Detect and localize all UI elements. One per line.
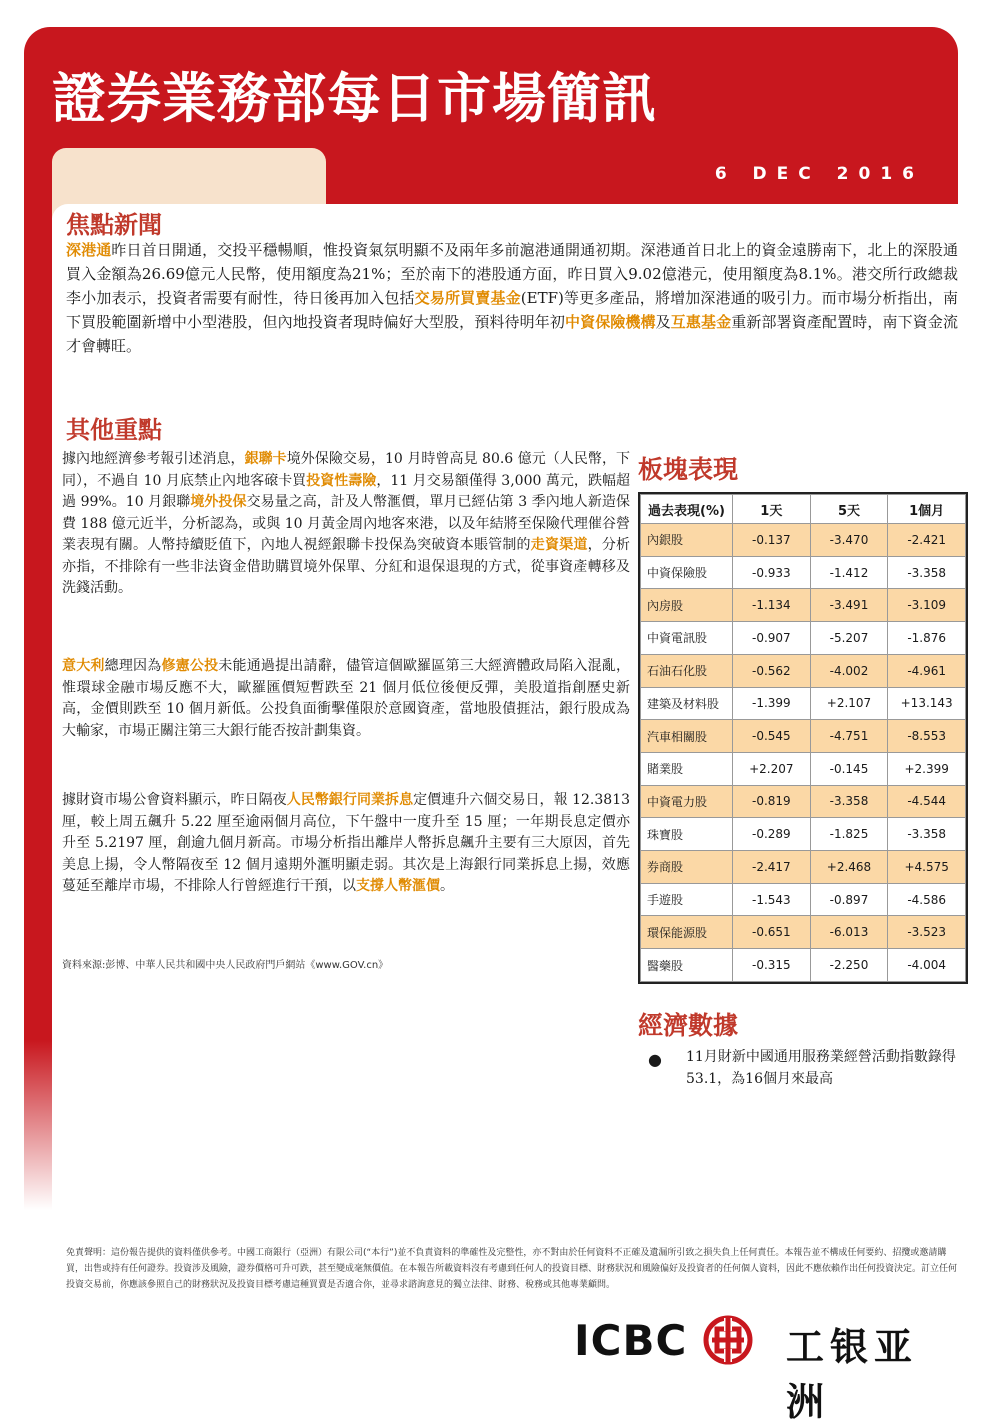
highlight-term: 中資保險機構 bbox=[564, 313, 656, 331]
sector-value: -1.399 bbox=[733, 687, 811, 720]
body-text: 據財資市場公會資料顯示，昨日隔夜 bbox=[62, 792, 287, 808]
body-text: 未能通過提出請辭，儘管這個歐羅區第三大經濟體政局陷入混亂，惟環球金融市場反應不大，歐羅匯價短暫跌至 21 個月低位後便反彈，美股道指創歷史新高，金價則跌至 10 個月新低。公投負面衝擊僅限於意國資產，當地股債捱沽，銀行股成為大輸家，市場正關注第三大銀行能否按計劃集資。 bbox=[62, 658, 631, 739]
table-row bbox=[641, 687, 966, 720]
sector-name: 內銀股 bbox=[641, 524, 733, 557]
left-accent-fade bbox=[24, 1040, 52, 1210]
column-header: 1個月 bbox=[888, 495, 966, 524]
body-text: 境外保險交易，10 月時曾高見 80.6 億元（人民幣，下同），不過自 10 月底禁止內地客𥕦卡買 bbox=[62, 451, 631, 489]
sector-value: -4.002 bbox=[810, 654, 888, 687]
table-row bbox=[641, 524, 966, 557]
body-text: ，分析亦指，不排除有一些非法資金借助購買境外保單、分紅和退保退現的方式，從事資產轉移及洗錢活動。 bbox=[62, 537, 631, 596]
sector-value: -0.289 bbox=[733, 818, 811, 851]
table-row bbox=[641, 654, 966, 687]
highlight-term: 意大利 bbox=[62, 658, 105, 674]
sector-value: -4.751 bbox=[810, 720, 888, 753]
sector-value: -3.523 bbox=[888, 916, 966, 949]
highlight-term: 支撐人幣滙價 bbox=[356, 878, 440, 894]
sector-value: -2.417 bbox=[733, 851, 811, 884]
table-row bbox=[641, 556, 966, 589]
sector-value: -6.013 bbox=[810, 916, 888, 949]
sector-name: 中資電訊股 bbox=[641, 622, 733, 655]
table-row bbox=[641, 916, 966, 949]
column-header: 5天 bbox=[810, 495, 888, 524]
sector-table-body bbox=[641, 524, 966, 982]
economic-item: 11月財新中國通用服務業經營活動指數錄得53.1，為16個月來最高 bbox=[686, 1049, 956, 1087]
source-note: 資料來源:彭博、中華人民共和國中央人民政府門戶網站《www.GOV.cn》 bbox=[62, 960, 389, 971]
body-text: 交易量之高，計及人幣滙價，單月已經佔第 3 季內地人新造保費 188 億元近半，分析認為，或與 10 月黃金周內地客來港，以及年結將至保險代理催谷營業表現有關。人幣持續貶值下，內地人視經銀聯卡投保為突破資本賬管制的 bbox=[62, 494, 630, 553]
sector-value: +2.207 bbox=[733, 752, 811, 785]
sector-name: 中資電力股 bbox=[641, 785, 733, 818]
sector-name: 賭業股 bbox=[641, 752, 733, 785]
bullet-icon: ● bbox=[648, 1050, 662, 1069]
highlight-term: 走資渠道 bbox=[530, 537, 588, 553]
sector-value: -8.553 bbox=[888, 720, 966, 753]
sector-value: -1.543 bbox=[733, 883, 811, 916]
sector-name: 珠寶股 bbox=[641, 818, 733, 851]
sector-value: -2.250 bbox=[810, 949, 888, 982]
body-text: 定價連升六個交易日，報 12.3813 厘，較上周五飆升 5.22 厘至逾兩個月高位，下午盤中一度升至 15 厘；一年期長息定價亦升至 5.2197 厘，創逾九個月新高。市場分析指出離岸人幣拆息飆升主要有三大原因，首先美息上揚，令人幣隔夜至 12 個月遠期外滙明顯走弱。其次是上海銀行同業拆息上揚，效應蔓延至離岸市場，不排除人行曾經進行干預，以 bbox=[62, 792, 631, 894]
sector-value: -0.545 bbox=[733, 720, 811, 753]
sector-value: -0.819 bbox=[733, 785, 811, 818]
sector-value: +4.575 bbox=[888, 851, 966, 884]
sector-name: 券商股 bbox=[641, 851, 733, 884]
table-row bbox=[641, 785, 966, 818]
sector-value: -5.207 bbox=[810, 622, 888, 655]
sector-table bbox=[638, 492, 968, 984]
body-text: 。 bbox=[440, 878, 454, 894]
disclaimer: 免責聲明：這份報告提供的資料僅供參考。中國工商銀行（亞洲）有限公司(“本行”)並不負責資料的準確性及完整性，亦不對由於任何資料不正確及遺漏所引致之損失負上任何責任。本報告並不構成任何要約、招攬或邀請購買，出售或持有任何證券。投資涉及風險，證券價格可升可跌，甚至變成毫無價值。在本報告所載資料沒有考慮到任何人的投資目標、財務狀況和風險偏好及投資者的任何個人資料，因此不應依賴作出任何投資決定。訂立任何投資交易前，你應該參照自己的財務狀況及投資目標考慮這種買賣是否適合你，並尋求諮詢意見的獨立法律、財務、稅務或其他專業顧問。 bbox=[66, 1248, 958, 1290]
sector-value: -4.961 bbox=[888, 654, 966, 687]
sector-value: +2.468 bbox=[810, 851, 888, 884]
focus-news-body bbox=[66, 238, 958, 358]
icbc-logo bbox=[574, 1316, 958, 1424]
highlight-term: 修憲公投 bbox=[161, 658, 219, 674]
body-text: 昨日首日開通，交投平穩暢順，惟投資氣氛明顯不及兩年多前滬港通開通初期。深港通首日北上的資金遠勝南下，北上的深股通買入金額為26.69億元人民幣，使用額度為21%；至於南下的港股通方面，昨日買入9.02億港元，使用額度為8.1%。港交所行政總裁李小加表示，投資者需要有耐性，待日後再加入包括 bbox=[66, 241, 958, 307]
other-news-paragraph-2 bbox=[62, 656, 630, 742]
sector-value: -0.933 bbox=[733, 556, 811, 589]
sector-value: -4.544 bbox=[888, 785, 966, 818]
highlight-term: 人民幣銀行同業拆息 bbox=[286, 792, 414, 808]
sector-name: 石油石化股 bbox=[641, 654, 733, 687]
highlight-term: 投資性壽險 bbox=[306, 472, 377, 489]
table-row bbox=[641, 589, 966, 622]
sector-value: -0.315 bbox=[733, 949, 811, 982]
sector-value: -1.825 bbox=[810, 818, 888, 851]
other-news-paragraph-1 bbox=[62, 449, 630, 600]
sector-value: -3.358 bbox=[888, 556, 966, 589]
table-row bbox=[641, 851, 966, 884]
sector-value: -3.491 bbox=[810, 589, 888, 622]
sector-name: 中資保險股 bbox=[641, 556, 733, 589]
body-text: 及 bbox=[655, 313, 671, 331]
sector-name: 環保能源股 bbox=[641, 916, 733, 949]
column-header: 過去表現(%) bbox=[641, 495, 733, 524]
report-date: 6 DEC 2016 bbox=[714, 164, 924, 184]
sector-value: -0.562 bbox=[733, 654, 811, 687]
sector-value: -0.145 bbox=[810, 752, 888, 785]
sector-table-header bbox=[641, 495, 966, 524]
economic-heading: 經濟數據 bbox=[638, 1011, 739, 1040]
body-text: (ETF)等更多產品，將增加深港通的吸引力。而市場分析指出，南下買股範圍新增中小型港股，但內地投資者現時偏好大型股，預料待明年初 bbox=[66, 289, 958, 331]
sector-value: -4.004 bbox=[888, 949, 966, 982]
highlight-term: 互惠基金 bbox=[670, 313, 732, 331]
table-row bbox=[641, 949, 966, 982]
sector-value: +2.399 bbox=[888, 752, 966, 785]
sector-heading: 板塊表現 bbox=[638, 455, 739, 484]
table-row bbox=[641, 818, 966, 851]
highlight-term: 交易所買賣基金 bbox=[414, 289, 521, 307]
highlight-term: 銀聯卡 bbox=[244, 451, 287, 467]
sector-value: +2.107 bbox=[810, 687, 888, 720]
sector-value: -1.876 bbox=[888, 622, 966, 655]
table-row bbox=[641, 883, 966, 916]
body-text: 總理因為 bbox=[104, 658, 162, 674]
sector-value: +13.143 bbox=[888, 687, 966, 720]
highlight-term: 境外投保 bbox=[190, 494, 247, 510]
body-text: 據內地經濟參考報引述消息， bbox=[62, 451, 245, 467]
page-title: 證券業務部每日市場簡訊 bbox=[52, 67, 657, 130]
table-row bbox=[641, 622, 966, 655]
focus-news-heading: 焦點新聞 bbox=[66, 211, 162, 239]
sector-value: -3.358 bbox=[810, 785, 888, 818]
sector-value: -0.897 bbox=[810, 883, 888, 916]
sector-value: -4.586 bbox=[888, 883, 966, 916]
sector-name: 汽車相關股 bbox=[641, 720, 733, 753]
sector-value: -3.109 bbox=[888, 589, 966, 622]
sector-value: -2.421 bbox=[888, 524, 966, 557]
table-row bbox=[641, 752, 966, 785]
column-header: 1天 bbox=[733, 495, 811, 524]
sector-name: 建築及材料股 bbox=[641, 687, 733, 720]
table-row bbox=[641, 720, 966, 753]
logo-chinese: 工银亚洲 bbox=[786, 1325, 919, 1424]
highlight-term: 深港通 bbox=[66, 241, 112, 259]
sector-value: -3.358 bbox=[888, 818, 966, 851]
other-news-heading: 其他重點 bbox=[66, 416, 162, 444]
other-news-paragraph-3 bbox=[62, 790, 630, 898]
body-text: ，11 月交易額僅得 3,000 萬元，跌幅超過 99%。10 月銀聯 bbox=[62, 472, 630, 510]
sector-name: 醫藥股 bbox=[641, 949, 733, 982]
sector-value: -0.137 bbox=[733, 524, 811, 557]
sector-value: -3.470 bbox=[810, 524, 888, 557]
sector-name: 內房股 bbox=[641, 589, 733, 622]
logo-latin: ICBC bbox=[574, 1316, 688, 1365]
icbc-logo-mark-icon bbox=[702, 1314, 754, 1366]
body-text: 重新部署資產配置時，南下資金流才會轉旺。 bbox=[66, 313, 958, 355]
sector-value: -0.907 bbox=[733, 622, 811, 655]
sector-name: 手遊股 bbox=[641, 883, 733, 916]
sector-value: -0.651 bbox=[733, 916, 811, 949]
sector-value: -1.134 bbox=[733, 589, 811, 622]
sector-value: -1.412 bbox=[810, 556, 888, 589]
